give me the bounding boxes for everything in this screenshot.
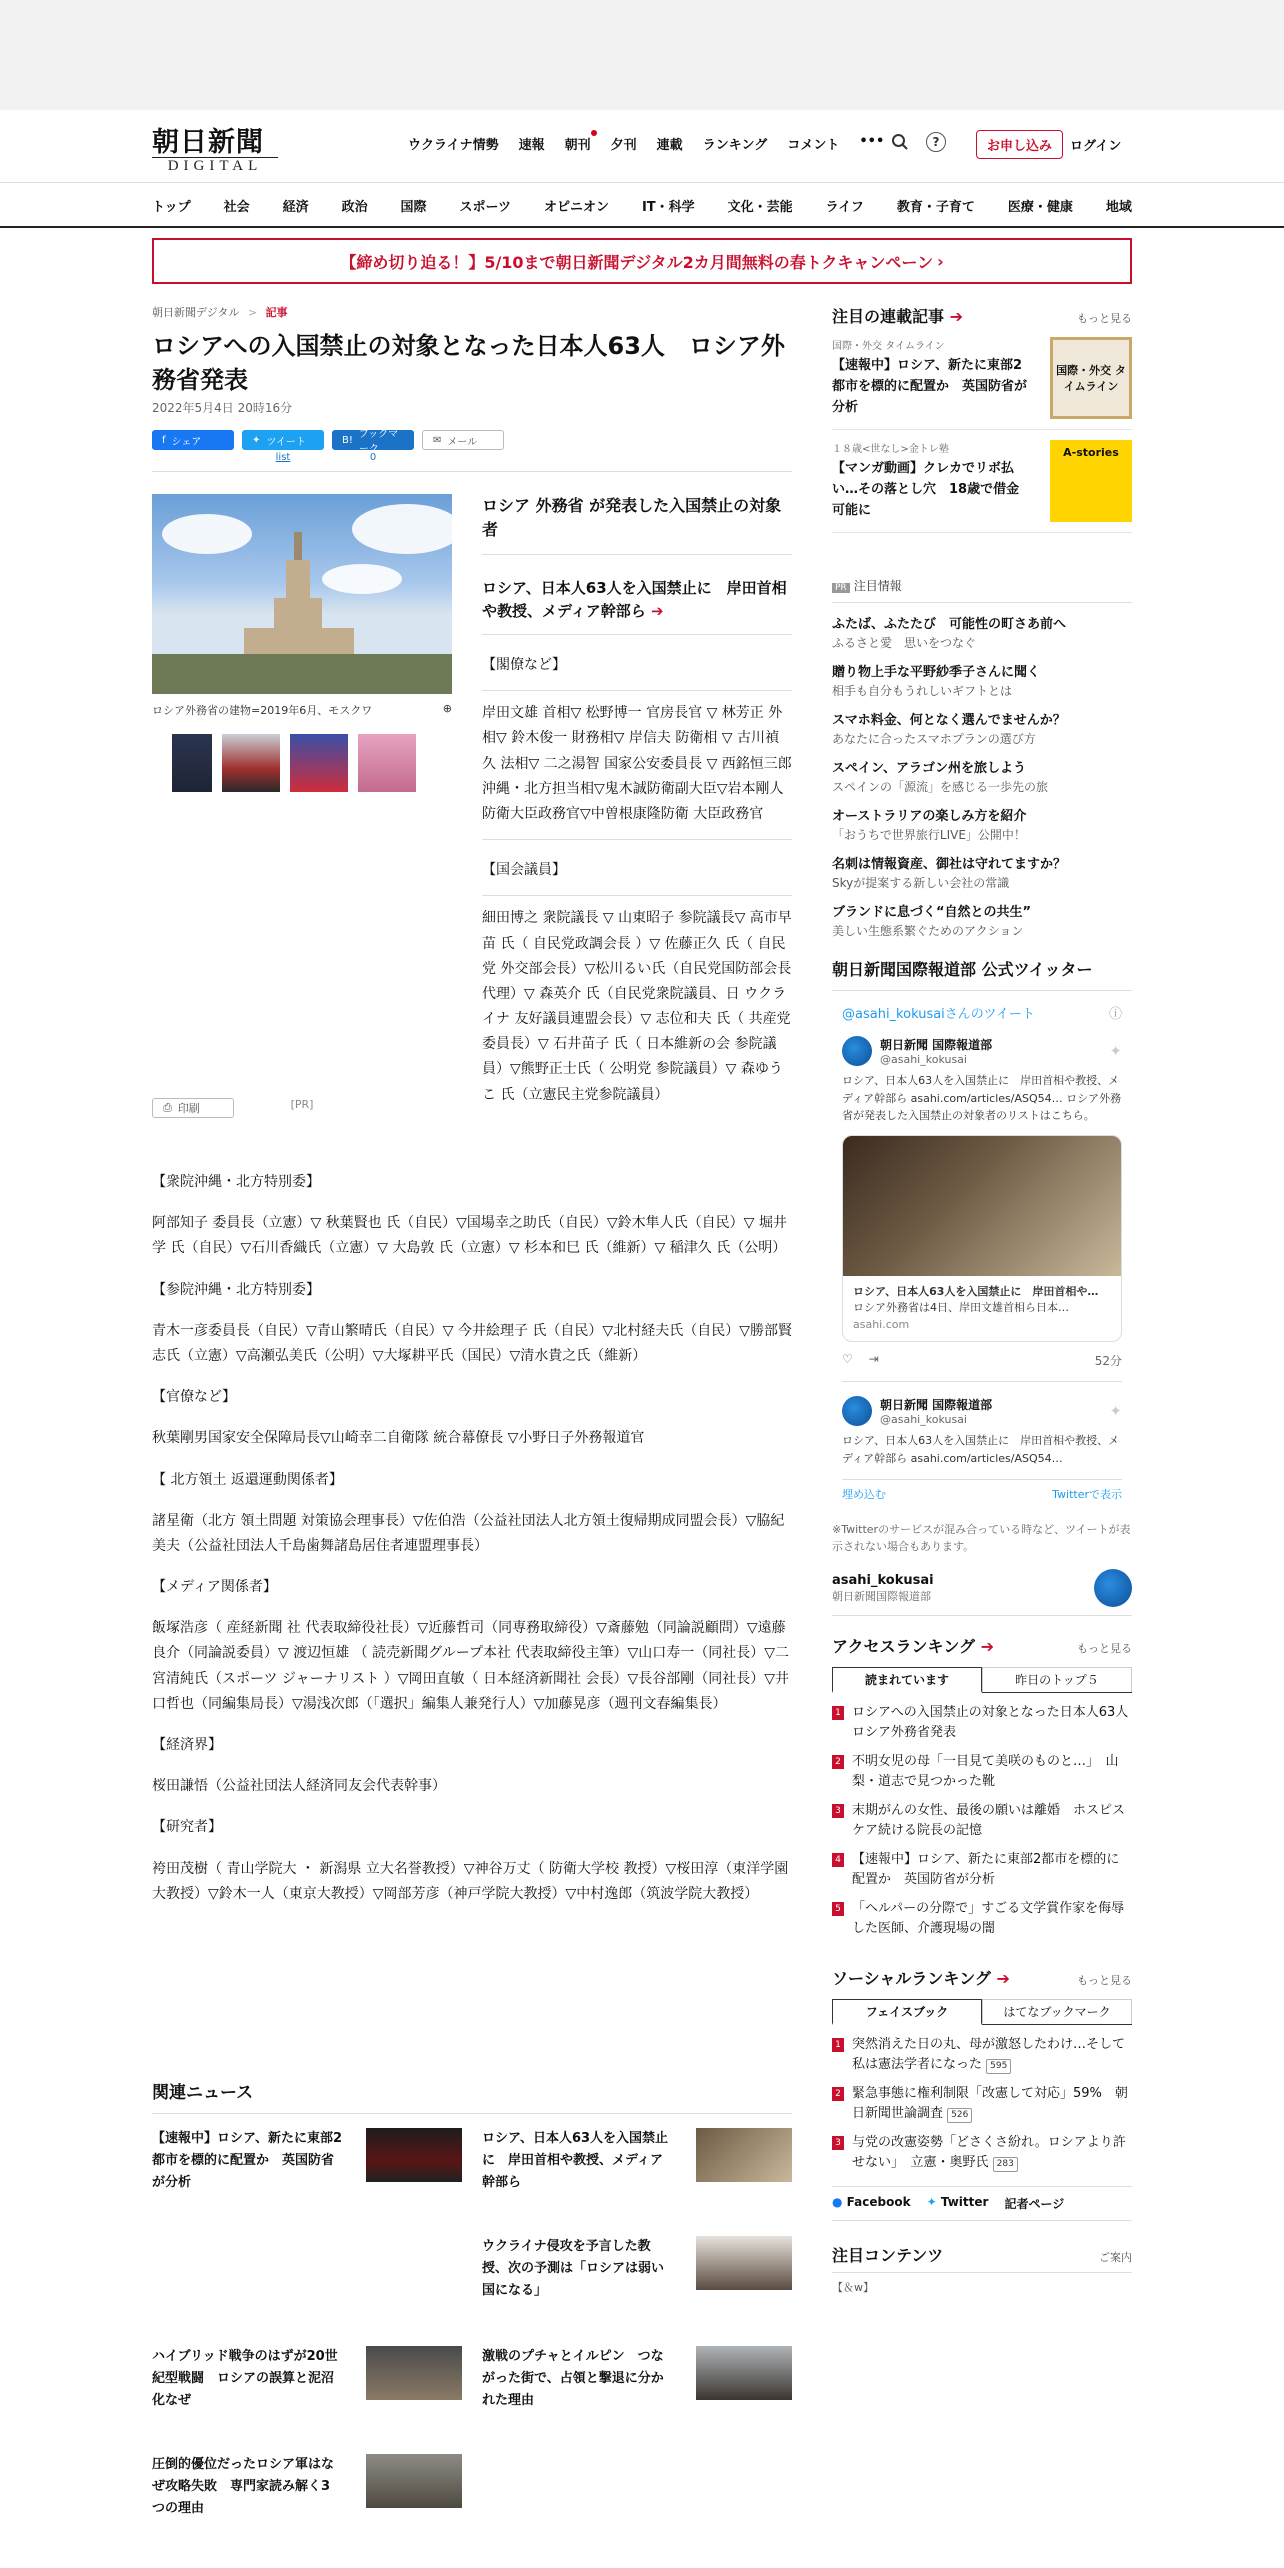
twitter-widget [832,991,1132,1508]
breadcrumb [152,304,792,320]
related-heading: 関連ニュース [152,2078,792,2114]
ranking-item[interactable] [832,2133,1132,2172]
tweet[interactable] [842,1036,1122,1382]
account-name: asahi_kokusai [832,1572,934,1588]
twitter-heading: 朝日新聞国際報道部 公式ツイッター [832,957,1132,991]
avatar [842,1036,872,1066]
related-item[interactable]: 【速報中】ロシア、新たに東部2都市を標的に配置か 英国防省が分析 [152,2131,343,2191]
divider [482,554,792,555]
tweet-button[interactable] [242,430,324,450]
body-heading: 【研究者】 [152,1819,222,1836]
ranking-tabs [832,1667,1132,1693]
rank-number: 3 [832,1804,844,1818]
section-heading: 【国会議員】 [482,862,566,879]
promo-title: 贈り物上手な平野紗季子さんに聞く [832,665,1041,680]
facebook-link-label: Facebook [846,2195,911,2210]
divider [152,471,792,472]
ground-shape [152,654,452,694]
share-count: 526 [947,2108,972,2124]
serial-item[interactable] [832,327,1132,430]
related-news [152,2078,792,2517]
logo-subtext: DIGITAL [152,157,278,175]
guide-link[interactable]: ご案内 [1099,2251,1132,2265]
related-link[interactable] [482,577,792,622]
tweet-handle: @asahi_kokusai [880,1053,967,1066]
cat-international[interactable]: 国際 [400,200,427,215]
nav-evening[interactable]: 夕刊 [610,138,637,153]
help-icon[interactable]: ? [926,132,946,152]
share-counts [152,452,792,463]
ranking-heading: アクセスランキング [832,1637,976,1657]
promo-title: オーストラリアの楽しみ方を紹介 [832,809,1027,824]
subscribe-button[interactable]: お申し込み [976,130,1063,159]
tab-yesterday-top5[interactable]: 昨日のトップ５ [982,1667,1132,1692]
related-item[interactable]: ウクライナ侵攻を予言した教授、次の予測は「ロシアは弱い国になる」 [482,2239,665,2299]
serial-meta: 国際・外交 タイムライン [832,341,945,352]
body-text: 袴田茂樹（ 青山学院大 ・ 新潟県 立大名誉教授）▽神谷万丈（ 防衛大学校 教授）▽桜田淳（東洋学園大教授）▽鈴木一人（東京大教授）▽岡部芳彦（神戸学院大教授）▽中村逸郎（筑波学院大教授） [152,1860,789,1902]
zoom-icon[interactable]: ⊕ [442,702,452,715]
divider [0,226,1284,228]
twitter-account[interactable] [832,1569,1132,1616]
account-sub: 朝日新聞国際報道部 [832,1589,931,1603]
nav-ukraine[interactable]: ウクライナ情勢 [408,138,499,153]
ad-banner [0,0,1284,110]
rank-number: 1 [832,1706,844,1720]
cat-top[interactable]: トップ [152,200,191,215]
serial-heading-text: 注目の連載記事 [832,307,945,326]
ranking-text: 「ヘルパーの分際で」すごる文学賞作家を侮辱した医師、介護現場の闇 [852,1901,1125,1936]
header-icons [888,130,946,154]
cloud-shape [352,504,452,554]
promo-item[interactable] [832,795,1132,843]
side-list [482,494,792,1108]
tweet-handle: @asahi_kokusai [880,1413,967,1427]
social-links [832,2186,1132,2221]
arrow-right-icon: ➔ [980,1637,995,1657]
promo-desc: スペインの「源流」を感じる一歩先の旅 [832,780,1049,794]
featured-heading: 注目コンテンツ [832,2246,944,2266]
promo-title: 名刺は情報資産、御社は守れてますか？ [832,857,1067,872]
tweet-text: ロシア、日本人63人を入国禁止に 岸田首相や教授、メディア幹部ら asahi.com/articles/ASQ54… [842,1434,1120,1465]
ranking-text: 不明女児の母「一目見て美咲のものと…」 山梨・道志で見つかった靴 [852,1754,1119,1789]
more-menu-icon[interactable]: ••• [859,134,885,149]
tweet[interactable] [842,1396,1122,1479]
featured-content [832,2243,1132,2295]
tab-facebook[interactable]: フェイスブック [832,1999,982,2025]
campaign-text: 【締め切り迫る！】5/10まで朝日新聞デジタル2カ月間無料の春トクキャンペーン [340,252,934,272]
related-link-text: ロシア、日本人63人を入国禁止に 岸田首相や教授、メディア幹部ら [482,579,787,620]
mail-icon: ✉ [433,434,442,446]
featured-tag: 【＆w】 [832,2281,874,2295]
tweet-card-title: ロシア、日本人63人を入国禁止に 岸田首相や… [853,1284,1099,1298]
promo-item[interactable] [832,747,1132,795]
promo-item[interactable] [832,843,1132,891]
article-body [152,1170,792,1923]
bookmark-count[interactable]: 0 [369,452,377,464]
rank-number: 2 [832,1755,844,1769]
divider [482,895,792,896]
section-text: 細田博之 衆院議長 ▽ 山東昭子 参院議長▽ 高市早苗 氏（ 自民党政調会長 ）▽ 佐藤正久 氏（ 自民党 外交部会長）▽松川るい氏（自民党国防部会長代理）▽ 森英介 氏（自民党衆院議員、日 ウクライナ 友好議員連盟会長）▽ 志位和夫 氏（ 共産党 委員長）▽ 石井苗子 氏（ 日本維新の会 参院議員）▽熊野正士氏（ 公明党 参院議員）▽ 森ゆうこ 氏（立憲民主党参院議員） [482,910,792,1103]
ranking-tabs [832,1999,1132,2025]
promo-item[interactable] [832,699,1132,747]
article-title: ロシアへの入国禁止の対象となった日本人63人 ロシア外務省発表 [152,332,785,394]
mail-button[interactable] [422,430,504,450]
cat-it-science[interactable]: IT・科学 [641,200,695,215]
related-thumbnail[interactable] [696,2236,792,2290]
related-item[interactable]: ロシア、日本人63人を入国禁止に 岸田首相や教授、メディア幹部ら [482,2131,669,2191]
promo-title: ブランドに息づく“自然との共生” [832,905,1032,920]
login-button[interactable]: ログイン [1070,139,1122,154]
nav-comment[interactable]: コメント [787,138,840,153]
cat-culture[interactable]: 文化・芸能 [727,200,793,215]
related-item[interactable]: 圧倒的優位だったロシア軍はなぜ攻略失敗 専門家読み解く3つの理由 [152,2457,335,2517]
section-heading: 【閣僚など】 [482,657,566,673]
rank-number: 5 [832,1902,844,1916]
tweet-author: 朝日新聞 国際報道部 [880,1398,993,1413]
tweet-count[interactable]: list [275,452,291,464]
tweet-author: 朝日新聞 国際報道部 [880,1038,993,1052]
promo-item[interactable] [832,891,1132,939]
category-nav [152,196,1132,215]
print-label: 印刷 [177,1102,200,1115]
ranking-text: 緊急事態に権利制限「改憲して対応」59% 朝日新聞世論調査 [852,2086,1128,2121]
ranking-heading: ソーシャルランキング [832,1969,991,1989]
twitter-icon: ✦ [252,434,261,446]
social-ranking [832,1966,1132,2221]
body-heading: 【官僚など】 [152,1389,236,1406]
ranking-text: ロシアへの入国禁止の対象となった日本人63人 ロシア外務省発表 [852,1705,1142,1740]
cat-education[interactable]: 教育・子育て [896,200,975,215]
reporter-page-link[interactable]: 記者ページ [1004,2197,1065,2212]
tweet-card-desc: ロシア外務省は4日、岸田文雄首相ら日本… [853,1301,1069,1315]
serial-thumb-text: A-stories [1063,446,1119,459]
ranking-item[interactable] [832,1801,1132,1840]
breadcrumb-separator: > [247,306,258,319]
serial-thumbnail [1050,337,1132,419]
body-text: 諸星衛（北方 領土問題 対策協会理事長）▽佐伯浩（公益社団法人北方領土復帰期成同盟会長）▽脇紀美夫（公益社団法人千島歯舞諸島居住者連盟理事長） [152,1512,785,1554]
divider [482,634,792,635]
divider [0,182,1284,183]
tweet-card-domain: asahi.com [853,1317,910,1331]
section-text: 岸田文雄 首相▽ 松野博一 官房長官 ▽ 林芳正 外相▽ 鈴木俊一 財務相▽ 岸信夫 防衛相 ▽ 古川禎久 法相▽ 二之湯智 国家公安委員長 ▽ 西銘恒三郎 沖縄・北方担当相▽鬼木誠防衛副大臣▽岩本剛人 防衛大臣政務官▽中曽根康隆防衛 大臣政務官 [482,705,792,822]
facebook-icon: f [162,434,166,446]
twitter-note: ※Twitterのサービスが混み合っている時など、ツイートが表示されない場合もあります。 [832,1523,1131,1553]
pr-badge: PR [832,583,850,593]
ranking-text: 突然消えた日の丸、母が激怒したわけ…そして私は憲法学者になった [852,2037,1126,2072]
share-count: 283 [993,2157,1018,2173]
more-link[interactable]: もっと見る [1077,1642,1132,1656]
ranking-text: 与党の改憲姿勢「どさくさ紛れ。ロシアより許せない」 立憲・奥野氏 [852,2135,1126,2170]
access-ranking [832,1634,1142,1938]
ranking-text: 末期がんの女性、最後の願いは離婚 ホスピスケア続ける院長の記憶 [852,1803,1126,1838]
body-text: 秋葉剛男国家安全保障局長▽山崎幸二自衛隊 統合幕僚長 ▽小野日子外務報道官 [152,1430,645,1447]
body-heading: 【 北方領土 返還運動関係者】 [152,1471,343,1488]
body-heading: 【衆院沖縄・北方特別委】 [152,1174,320,1190]
breadcrumb-current[interactable]: 記事 [265,306,288,319]
body-heading: 【メディア関係者】 [152,1579,277,1596]
facebook-share-button[interactable] [152,430,234,450]
body-text: 青木一彦委員長（自民）▽青山繁晴氏（自民）▽ 今井絵理子 氏（自民）▽北村経夫氏（自民）▽勝部賢志氏（立憲）▽高瀬弘美氏（公明）▽大塚耕平氏（国民）▽清水貴之氏（維新） [152,1322,792,1364]
twitter-icon: ✦ [1109,1042,1122,1060]
thumbnail[interactable] [290,734,348,792]
tab-most-read[interactable]: 読まれています [832,1667,982,1693]
promo-item[interactable] [832,603,1132,651]
promo-desc: 美しい生態系繁ぐためのアクション [832,924,1024,938]
cat-economy[interactable]: 経済 [282,200,309,215]
promo-desc: 相手も自分もうれしいギフトとは [832,684,1013,698]
view-on-twitter-link[interactable]: Twitterで表示 [1052,1488,1122,1502]
twitter-link[interactable] [927,2195,989,2212]
facebook-icon: ● [832,2195,843,2210]
related-thumbnail[interactable] [696,2128,792,2182]
promo-desc: あなたに合ったスマホプランの選び方 [832,732,1036,746]
divider [482,690,792,691]
twitter-icon: ✦ [1109,1402,1122,1421]
account-logo [1094,1569,1132,1607]
related-thumbnail[interactable] [366,2128,462,2182]
facebook-link[interactable] [832,2195,911,2212]
serial-title: 【マンガ動画】クレカでリボ払い…その落とし穴 18歳で借金可能に [832,461,1020,518]
ranking-item[interactable] [832,1850,1132,1889]
avatar [842,1396,872,1426]
share-count: 595 [986,2059,1011,2075]
promo-desc: ふるさと愛 思いをつなぐ [832,636,977,650]
promo-title: ふたば、ふたたび 可能性の町さあ前へ [832,617,1067,632]
related-item[interactable]: 激戦のプチャとイルピン つながった街で、占領と撃退に分かれた理由 [482,2349,664,2409]
serial-thumb-text: 国際・外交 タイムライン [1056,364,1126,393]
ranking-item[interactable] [832,1899,1132,1938]
article-image-box [152,494,452,792]
twitter-link-label: Twitter [940,2195,989,2210]
tweets-by-label[interactable]: @asahi_kokusaiさんのツイート [842,1007,1035,1022]
related-thumbnail[interactable] [696,2346,792,2400]
body-text: 桜田謙悟（公益社団法人経済同友会代表幹事） [152,1778,446,1795]
promo-title: スマホ料金、何となく選んでませんか？ [832,713,1066,728]
breadcrumb-site[interactable]: 朝日新聞デジタル [152,306,240,319]
photo-thumbnails [152,734,452,792]
tweet-card-image [843,1136,1121,1276]
thumbnail[interactable] [222,734,280,792]
tweet-time[interactable]: 52分 [1094,1354,1122,1369]
share-icon[interactable]: ⇥ [868,1352,879,1367]
rank-number: 3 [832,2136,844,2150]
cloud-shape [162,514,252,554]
cat-sports[interactable]: スポーツ [459,200,512,215]
thumbnail[interactable] [358,734,416,792]
serial-title: 【速報中】ロシア、新たに東部2都市を標的に配置か 英国防省が分析 [832,358,1028,415]
tweet-label: ツイート [266,436,306,448]
hatena-icon: B! [342,434,353,446]
top-nav [408,134,904,153]
pr-label: [PR] [290,1098,314,1111]
chevron-right-icon: › [937,251,944,271]
site-logo[interactable] [152,120,278,175]
campaign-banner[interactable] [152,238,1132,284]
ranking-item[interactable] [832,1703,1142,1742]
related-thumbnail[interactable] [366,2346,462,2400]
body-text: 阿部知子 委員長（立憲）▽ 秋葉賢也 氏（自民）▽国場幸之助氏（自民）▽鈴木隼人氏（自民）▽ 堀井学 氏（自民）▽石川香織氏（立憲）▽ 大島敦 氏（立憲）▽ 杉本和巳 氏（維新）▽ 稲津久 氏（公明） [152,1215,787,1257]
rank-number: 4 [832,1853,844,1867]
side-list-heading: ロシア 外務省 が発表した入国禁止の対象者 [482,496,782,539]
bookmark-label: ブックマーク [358,429,399,456]
ranking-text: 【速報中】ロシア、新たに東部2都市を標的に配置か 英国防省が分析 [852,1852,1120,1887]
serial-thumbnail [1050,440,1132,522]
serial-meta: １８歳<世なし>金トレ塾 [832,444,949,455]
tweet-text: ロシア、日本人63人を入国禁止に 岸田首相や教授、メディア幹部ら asahi.com/articles/ASQ54… ロシア外務省が発表した入国禁止の対象者のリストはこちら。 [842,1074,1122,1123]
promo-desc: Skyが提案する新しい会社の常識 [832,876,1010,890]
article-photo[interactable] [152,494,452,694]
serial-heading [832,304,1132,327]
cat-life[interactable]: ライフ [825,200,864,215]
body-text: 飯塚浩彦（ 産経新聞 社 代表取締役社長）▽近藤哲司（同専務取締役）▽斎藤勉（同論説顧問）▽遠藤良介（同論説委員）▽ 渡辺恒雄 （ 読売新聞グループ本社 代表取締役主筆）▽山口寿一（同社長）▽二宮清純氏（スポーツ ジャーナリスト ）▽岡田直敏（ 日本経済新聞社 会長）▽長谷部剛（同社長）▽井口哲也（同編集局長）▽湯浅次郎（「選択」編集人兼発行人）▽加藤晃彦（週刊文春編集長） [152,1620,789,1712]
sidebar [832,304,1142,2295]
cat-opinion[interactable]: オピニオン [543,200,609,215]
logo-text: 朝日新聞 [152,127,264,158]
photo-caption [152,702,452,718]
nav-breaking[interactable]: 速報 [518,138,545,153]
arrow-right-icon: ➔ [651,601,664,620]
search-icon[interactable] [888,130,912,154]
ranking-item[interactable] [832,2035,1132,2074]
related-thumbnail[interactable] [366,2454,462,2508]
body-heading: 【経済界】 [152,1737,222,1753]
tab-hatena[interactable]: はてなブックマーク [982,1999,1132,2024]
thumbnail[interactable] [172,734,212,792]
more-link[interactable]: もっと見る [1077,312,1132,325]
print-icon: ⎙ [163,1101,172,1114]
cat-region[interactable]: 地域 [1105,200,1132,215]
arrow-right-icon: ➔ [949,307,963,326]
caption-text: ロシア外務省の建物=2019年6月、モスクワ [152,704,373,717]
serial-item[interactable] [832,430,1132,533]
mail-label: メール [447,436,478,448]
related-item[interactable]: ハイブリッド戦争のはずが20世紀型戦闘 ロシアの誤算と泥沼化なぜ [152,2349,338,2409]
site-header [152,118,1132,174]
nav-morning[interactable]: 朝刊 [565,134,591,153]
bookmark-button[interactable] [332,429,414,456]
promo-desc: 「おうちで世界旅行LIVE」公開中！ [832,828,1026,842]
arrow-right-icon: ➔ [996,1969,1010,1989]
body-heading: 【参院沖縄・北方特別委】 [152,1281,320,1298]
rank-number: 1 [832,2038,844,2052]
ranking-item[interactable] [832,1752,1132,1791]
notice-heading [832,577,1132,603]
cat-health[interactable]: 医療・健康 [1007,200,1073,215]
info-icon[interactable]: ⓘ [1108,1007,1122,1022]
rank-number: 2 [832,2087,844,2101]
article-main [152,304,792,2517]
promo-title: スペイン、アラゴン州を旅しよう [832,761,1026,776]
twitter-icon: ✦ [926,2195,937,2210]
facebook-share-label: シェア [171,436,202,448]
embed-link[interactable]: 埋め込む [842,1488,886,1502]
divider [482,839,792,840]
nav-series[interactable]: 連載 [656,138,683,153]
cat-society[interactable]: 社会 [223,200,250,215]
like-icon[interactable]: ♡ [842,1352,853,1367]
more-link[interactable]: もっと見る [1077,1974,1132,1988]
article-date: 2022年5月4日 20時16分 [152,401,293,416]
cat-politics[interactable]: 政治 [341,200,368,215]
nav-ranking[interactable]: ランキング [702,138,768,153]
notice-text: 注目情報 [853,579,902,593]
promo-item[interactable] [832,651,1132,699]
tweet-card[interactable] [842,1135,1122,1343]
ranking-item[interactable] [832,2084,1132,2123]
